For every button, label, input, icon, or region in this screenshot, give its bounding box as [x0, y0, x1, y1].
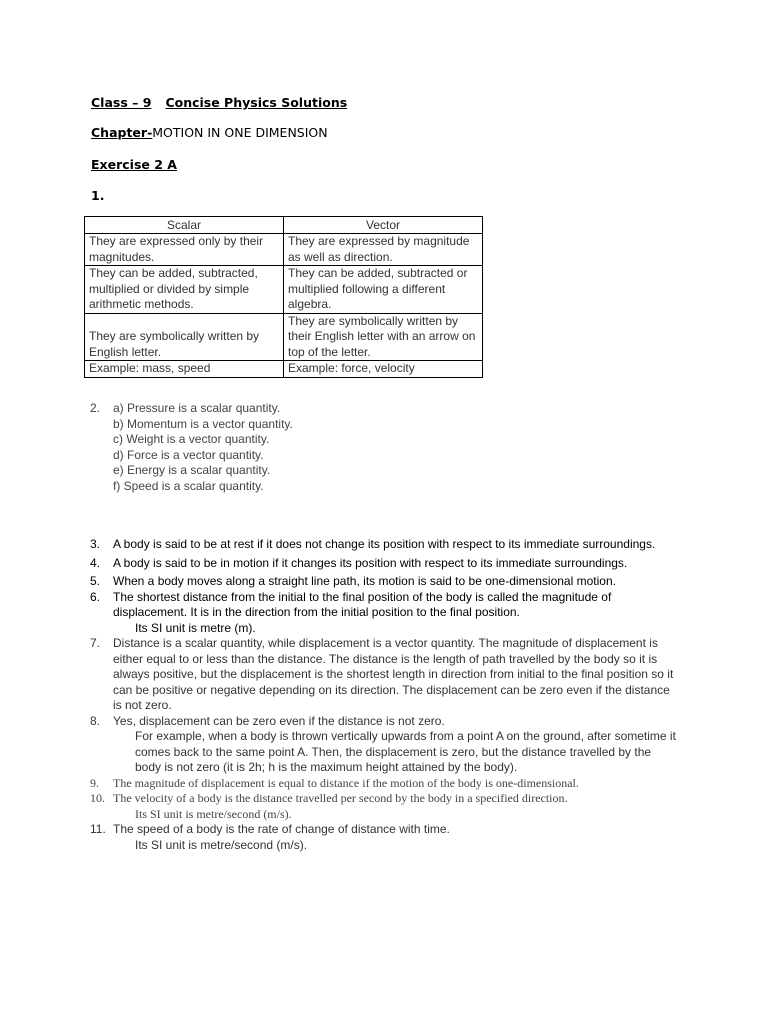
table-cell: They are symbolically written by their English letter with an arrow on top of the letter.	[284, 313, 483, 361]
answer-text: The shortest distance from the initial to the final position of the body is called the magnitude of displacement. It is in the direction from the initial position to the final position.	[113, 589, 612, 619]
answer-text: Distance is a scalar quantity, while displacement is a vector quantity. The magnitude of displacement is either equal to or less than the distance. The distance is the length of path travelled by the body so it is always positive, but the displacement is the shortest length in direction from initial to the final position so it can be positive or negative depending on its direction. The displacement can be zero even if the distance is not zero.	[113, 636, 674, 712]
scalar-vector-table	[84, 216, 483, 378]
table-cell: They can be added, subtracted or multiplied following a different algebra.	[284, 266, 483, 314]
answer-text: Yes, displacement can be zero even if the distance is not zero.	[113, 713, 445, 728]
answer-text: The magnitude of displacement is equal to distance if the motion of the body is one-dimensional.	[113, 775, 579, 790]
answer-text: A body is said to be in motion if it changes its position with respect to its immediate surroundings.	[113, 555, 628, 570]
answer-text: The speed of a body is the rate of change of distance with time.	[113, 822, 450, 836]
list-item	[90, 776, 680, 792]
question-number: 9.	[90, 775, 99, 790]
list-item	[90, 636, 680, 714]
answer-line: a) Pressure is a scalar quantity.	[113, 401, 281, 415]
question-number: 4.	[90, 555, 101, 570]
question-number: 3.	[90, 537, 101, 551]
question-number: 10.	[90, 791, 105, 805]
answer-text: The velocity of a body is the distance travelled per second by the body in a specified direction.	[113, 791, 568, 805]
table-cell: They are expressed by magnitude as well as direction.	[284, 234, 483, 266]
list-item	[90, 714, 680, 776]
list-item	[90, 556, 680, 572]
answer-line: b) Momentum is a vector quantity.	[113, 416, 293, 431]
class-label: Class – 9	[91, 95, 152, 110]
table-row	[85, 313, 483, 361]
book-title: Concise Physics Solutions	[165, 95, 348, 110]
column-header-vector: Vector	[284, 217, 483, 234]
answer-text: A body is said to be at rest if it does not change its position with respect to its immediate surroundings.	[113, 537, 656, 551]
answer-text: When a body moves along a straight line path, its motion is said to be one-dimensional motion.	[113, 574, 616, 588]
list-item	[90, 590, 680, 637]
question-number: 11.	[90, 822, 106, 836]
chapter-name: MOTION IN ONE DIMENSION	[152, 125, 328, 140]
answer-line: d) Force is a vector quantity.	[113, 447, 264, 462]
table-row	[85, 234, 483, 266]
table-cell: They can be added, subtracted, multiplied or divided by simple arithmetic methods.	[85, 266, 284, 314]
table-cell: They are symbolically written by English letter.	[85, 313, 284, 361]
question-number: 2.	[90, 401, 101, 415]
table-row	[85, 266, 483, 314]
chapter-heading	[91, 125, 328, 140]
table-cell: Example: mass, speed	[85, 361, 284, 378]
question-number: 8.	[90, 713, 101, 728]
answer-note: For example, when a body is thrown vertically upwards from a point A on the ground, after sometime it comes back to the same point A. Then, the displacement is zero, but the distance travelled by the body is not zero (it is 2h; h is the maximum height attained by the body).	[135, 729, 676, 774]
table-header-row	[85, 217, 483, 234]
chapter-label: Chapter-	[91, 125, 153, 140]
list-item	[90, 791, 680, 822]
question-number: 5.	[90, 574, 101, 588]
answer-note: Its SI unit is metre (m).	[135, 620, 256, 635]
table-cell: They are expressed only by their magnitudes.	[85, 234, 284, 266]
table-row	[85, 361, 483, 378]
answer-note: Its SI unit is metre/second (m/s).	[135, 806, 292, 821]
list-item	[90, 574, 680, 590]
list-item	[90, 822, 680, 853]
question-number: 7.	[90, 636, 101, 650]
column-header-scalar: Scalar	[85, 217, 284, 234]
answer-line: c) Weight is a vector quantity.	[113, 432, 270, 446]
question-1-number: 1.	[91, 188, 105, 203]
question-number: 6.	[90, 589, 101, 604]
table-cell: Example: force, velocity	[284, 361, 483, 378]
answer-line: e) Energy is a scalar quantity.	[113, 463, 271, 477]
list-item	[90, 537, 680, 553]
list-item	[90, 401, 293, 494]
exercise-heading: Exercise 2 A	[91, 157, 177, 172]
answer-note: Its SI unit is metre/second (m/s).	[135, 837, 308, 852]
question-2-list	[90, 401, 293, 494]
page-title	[91, 95, 347, 110]
answers-list	[90, 537, 680, 853]
answer-line: f) Speed is a scalar quantity.	[113, 478, 264, 493]
